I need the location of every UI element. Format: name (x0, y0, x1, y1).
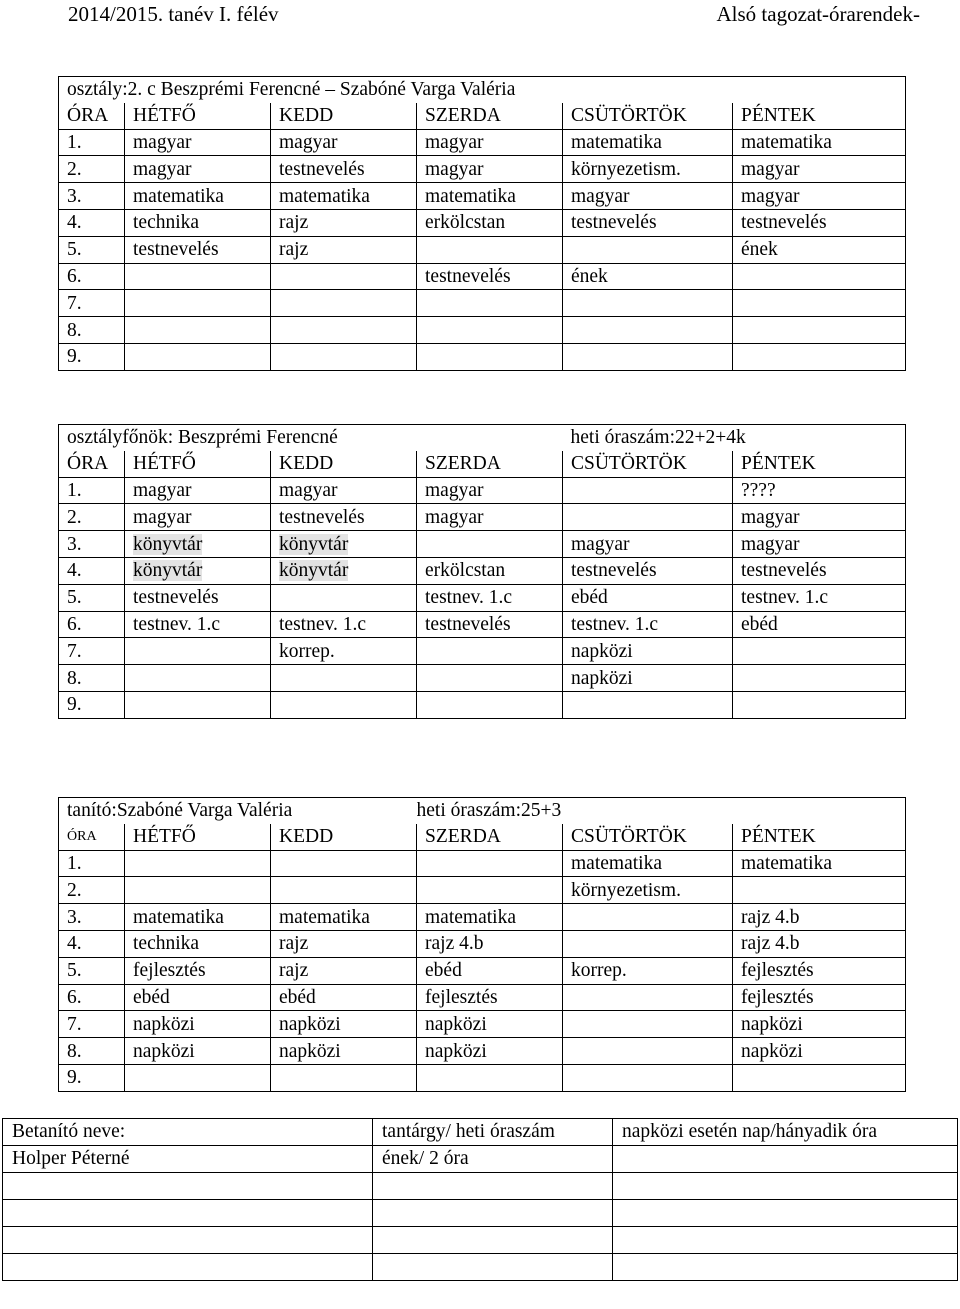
term-label: 2014/2015. tanév I. félév (68, 2, 279, 26)
table-row (59, 477, 906, 504)
lesson-cell (373, 1173, 613, 1200)
header-row (3, 1119, 958, 1146)
lesson-cell: ebéd (125, 984, 271, 1011)
lesson-cell (271, 584, 417, 611)
lesson-cell: matematika (271, 183, 417, 210)
lesson-cell: környezetism. (563, 877, 733, 904)
period-number: Holper Péterné (3, 1146, 373, 1173)
lesson-cell: matematika (417, 183, 563, 210)
lesson-cell: rajz 4.b (733, 930, 906, 957)
period-number: 3. (59, 183, 125, 210)
lesson-cell: magyar (563, 183, 733, 210)
table-row (59, 290, 906, 317)
table-row (59, 930, 906, 957)
lesson-cell (613, 1227, 958, 1254)
lesson-cell: rajz (271, 957, 417, 984)
lesson-cell: ének (733, 236, 906, 263)
lesson-cell: ebéd (563, 584, 733, 611)
lesson-cell: rajz 4.b (733, 904, 906, 931)
period-number: 1. (59, 129, 125, 156)
table-row (59, 665, 906, 692)
period-number: 1. (59, 850, 125, 877)
lesson-cell: rajz (271, 930, 417, 957)
table-row (59, 850, 906, 877)
lesson-cell (563, 290, 733, 317)
teacher-timetable (58, 797, 906, 1092)
lesson-cell: fejlesztés (125, 957, 271, 984)
lesson-cell: testnevelés (125, 584, 271, 611)
table-row (59, 1038, 906, 1065)
lesson-cell: magyar (733, 531, 906, 558)
lesson-cell: technika (125, 930, 271, 957)
lesson-cell: magyar (271, 129, 417, 156)
table-row (59, 183, 906, 210)
table-row (3, 1173, 958, 1200)
period-number: 8. (59, 317, 125, 344)
header-row (59, 103, 906, 129)
lesson-cell (125, 665, 271, 692)
lesson-cell: magyar (417, 156, 563, 183)
lesson-cell (417, 850, 563, 877)
table-row (59, 1064, 906, 1091)
period-number: 9. (59, 343, 125, 370)
table-row (59, 343, 906, 370)
table-row (59, 504, 906, 531)
table-row (59, 557, 906, 584)
lesson-cell: napközi (563, 665, 733, 692)
lesson-cell: korrep. (271, 638, 417, 665)
lesson-cell (271, 1064, 417, 1091)
lesson-cell (613, 1254, 958, 1281)
period-number: 1. (59, 477, 125, 504)
lesson-cell (417, 665, 563, 692)
lesson-cell: környezetism. (563, 156, 733, 183)
lesson-cell (563, 904, 733, 931)
lesson-cell: matematika (563, 850, 733, 877)
lesson-cell (417, 236, 563, 263)
lesson-cell: fejlesztés (733, 984, 906, 1011)
lesson-cell: technika (125, 209, 271, 236)
period-number: 9. (59, 691, 125, 718)
rows (59, 850, 906, 1091)
period-number: 3. (59, 904, 125, 931)
lesson-cell: testnev. 1.c (563, 611, 733, 638)
lesson-cell: napközi (125, 1038, 271, 1065)
lesson-cell: testnevelés (417, 263, 563, 290)
lesson-cell (613, 1173, 958, 1200)
class-timetable (58, 76, 906, 371)
col-header: HÉTFŐ (125, 451, 271, 477)
table-row (3, 1200, 958, 1227)
rows (59, 129, 906, 370)
table-row (59, 957, 906, 984)
homeroom-teacher-timetable (58, 424, 906, 719)
lesson-cell: testnevelés (271, 504, 417, 531)
lesson-cell: napközi (417, 1011, 563, 1038)
lesson-cell (563, 504, 733, 531)
rows (59, 477, 906, 718)
table-row (59, 129, 906, 156)
lesson-cell (125, 638, 271, 665)
highlighted-text: könyvtár (133, 533, 203, 555)
period-number: 4. (59, 930, 125, 957)
lesson-cell (271, 531, 417, 558)
period-number: 5. (59, 584, 125, 611)
lesson-cell: magyar (733, 183, 906, 210)
lesson-cell (125, 317, 271, 344)
lesson-cell: napközi (733, 1011, 906, 1038)
lesson-cell (733, 343, 906, 370)
lesson-cell: magyar (125, 504, 271, 531)
document-title: Alsó tagozat-órarendek- (716, 2, 920, 26)
lesson-cell: testnevelés (733, 209, 906, 236)
table-row (59, 611, 906, 638)
lesson-cell (733, 665, 906, 692)
table-row (59, 156, 906, 183)
lesson-cell (417, 691, 563, 718)
lesson-cell (613, 1146, 958, 1173)
table-row (59, 877, 906, 904)
lesson-cell: erkölcstan (417, 209, 563, 236)
lesson-cell (271, 290, 417, 317)
lesson-cell: testnev. 1.c (417, 584, 563, 611)
lesson-cell: testnev. 1.c (733, 584, 906, 611)
lesson-cell (417, 638, 563, 665)
lesson-cell (271, 263, 417, 290)
lesson-cell (733, 638, 906, 665)
lesson-cell: testnevelés (733, 557, 906, 584)
lesson-cell: magyar (125, 156, 271, 183)
lesson-cell: magyar (417, 129, 563, 156)
substitute-teacher-table (2, 1118, 958, 1281)
lesson-cell: erkölcstan (417, 557, 563, 584)
col-header: ÓRA (59, 824, 125, 850)
period-number: 2. (59, 877, 125, 904)
lesson-cell (271, 317, 417, 344)
lesson-cell (125, 531, 271, 558)
table-row (3, 1146, 958, 1173)
lesson-cell: matematika (271, 904, 417, 931)
weekly-hours: heti óraszám:25+3 (417, 798, 906, 824)
lesson-cell (125, 263, 271, 290)
lesson-cell (125, 343, 271, 370)
lesson-cell: matematika (125, 904, 271, 931)
lesson-cell: matematika (125, 183, 271, 210)
lesson-cell: napközi (271, 1011, 417, 1038)
period-number: 7. (59, 290, 125, 317)
lesson-cell: napközi (271, 1038, 417, 1065)
lesson-cell (563, 930, 733, 957)
table-row (3, 1227, 958, 1254)
period-number (3, 1173, 373, 1200)
lesson-cell (417, 290, 563, 317)
lesson-cell (373, 1254, 613, 1281)
lesson-cell (733, 290, 906, 317)
table-row (59, 984, 906, 1011)
lesson-cell (373, 1200, 613, 1227)
lesson-cell (417, 1064, 563, 1091)
lesson-cell: magyar (125, 129, 271, 156)
page-header (0, 0, 960, 36)
period-number: 9. (59, 1064, 125, 1091)
lesson-cell (271, 665, 417, 692)
lesson-cell (417, 317, 563, 344)
lesson-cell: matematika (733, 850, 906, 877)
lesson-cell (733, 263, 906, 290)
period-number (3, 1254, 373, 1281)
col-header: SZERDA (417, 451, 563, 477)
lesson-cell (563, 1064, 733, 1091)
lesson-cell (417, 531, 563, 558)
period-number: 5. (59, 957, 125, 984)
table-row (59, 691, 906, 718)
lesson-cell (733, 877, 906, 904)
period-number (3, 1227, 373, 1254)
period-number: 6. (59, 263, 125, 290)
lesson-cell (271, 877, 417, 904)
lesson-cell: testnevelés (563, 557, 733, 584)
lesson-cell: magyar (733, 156, 906, 183)
table-row (59, 904, 906, 931)
lesson-cell: napközi (563, 638, 733, 665)
table-row (59, 531, 906, 558)
lesson-cell: matematika (563, 129, 733, 156)
rows (3, 1146, 958, 1281)
period-number: 6. (59, 611, 125, 638)
lesson-cell (271, 850, 417, 877)
lesson-cell: ebéd (733, 611, 906, 638)
lesson-cell (563, 984, 733, 1011)
col-header: CSÜTÖRTÖK (563, 451, 733, 477)
lesson-cell: napközi (733, 1038, 906, 1065)
col-header: SZERDA (417, 103, 563, 129)
highlighted-text: könyvtár (279, 560, 349, 582)
lesson-cell: testnevelés (125, 236, 271, 263)
lesson-cell: rajz 4.b (417, 930, 563, 957)
period-number: 7. (59, 638, 125, 665)
lesson-cell: rajz (271, 236, 417, 263)
col-header: HÉTFŐ (125, 103, 271, 129)
lesson-cell (563, 343, 733, 370)
highlighted-text: könyvtár (279, 533, 349, 555)
col-header: KEDD (271, 451, 417, 477)
lesson-cell: ebéd (271, 984, 417, 1011)
col-header: CSÜTÖRTÖK (563, 103, 733, 129)
lesson-cell: fejlesztés (733, 957, 906, 984)
lesson-cell (125, 877, 271, 904)
col-header: Betanító neve: (3, 1119, 373, 1146)
highlighted-text: könyvtár (133, 560, 203, 582)
lesson-cell: ???? (733, 477, 906, 504)
table-row (59, 209, 906, 236)
period-number: 4. (59, 557, 125, 584)
table-row (59, 584, 906, 611)
lesson-cell (613, 1200, 958, 1227)
period-number: 8. (59, 665, 125, 692)
col-header: napközi esetén nap/hányadik óra (613, 1119, 958, 1146)
lesson-cell: fejlesztés (417, 984, 563, 1011)
lesson-cell (271, 557, 417, 584)
period-number: 3. (59, 531, 125, 558)
lesson-cell: testnev. 1.c (125, 611, 271, 638)
lesson-cell (125, 691, 271, 718)
lesson-cell (563, 1011, 733, 1038)
lesson-cell: magyar (563, 531, 733, 558)
table-row (59, 236, 906, 263)
period-number: 5. (59, 236, 125, 263)
col-header: SZERDA (417, 824, 563, 850)
lesson-cell (563, 1038, 733, 1065)
lesson-cell: matematika (417, 904, 563, 931)
period-number: 7. (59, 1011, 125, 1038)
period-number: 2. (59, 156, 125, 183)
lesson-cell (125, 557, 271, 584)
col-header: ÓRA (59, 103, 125, 129)
teacher-title: osztályfőnök: Beszprémi Ferencné (59, 425, 563, 451)
table-row (59, 638, 906, 665)
header-row (59, 451, 906, 477)
lesson-cell: testnevelés (563, 209, 733, 236)
lesson-cell: napközi (125, 1011, 271, 1038)
lesson-cell: magyar (417, 504, 563, 531)
lesson-cell (733, 1064, 906, 1091)
col-header: HÉTFŐ (125, 824, 271, 850)
lesson-cell: magyar (417, 477, 563, 504)
header-row (59, 824, 906, 850)
class-title: osztály:2. c Beszprémi Ferencné – Szabóné Varga Valéria (59, 77, 906, 103)
lesson-cell: magyar (271, 477, 417, 504)
weekly-hours: heti óraszám:22+2+4k (563, 425, 906, 451)
lesson-cell: testnevelés (417, 611, 563, 638)
lesson-cell (563, 317, 733, 344)
teacher-title: tanító:Szabóné Varga Valéria (59, 798, 417, 824)
period-number: 6. (59, 984, 125, 1011)
lesson-cell (563, 236, 733, 263)
lesson-cell: testnev. 1.c (271, 611, 417, 638)
lesson-cell (733, 691, 906, 718)
period-number: 4. (59, 209, 125, 236)
lesson-cell (733, 317, 906, 344)
col-header: PÉNTEK (733, 824, 906, 850)
table-row (59, 317, 906, 344)
lesson-cell (125, 1064, 271, 1091)
lesson-cell: ének (563, 263, 733, 290)
period-number: 8. (59, 1038, 125, 1065)
lesson-cell (373, 1227, 613, 1254)
col-header: KEDD (271, 103, 417, 129)
lesson-cell (271, 343, 417, 370)
col-header: KEDD (271, 824, 417, 850)
lesson-cell (125, 850, 271, 877)
col-header: PÉNTEK (733, 451, 906, 477)
lesson-cell (125, 290, 271, 317)
period-number (3, 1200, 373, 1227)
table-row (59, 263, 906, 290)
lesson-cell: napközi (417, 1038, 563, 1065)
col-header: PÉNTEK (733, 103, 906, 129)
lesson-cell: magyar (733, 504, 906, 531)
lesson-cell: testnevelés (271, 156, 417, 183)
table-row (59, 1011, 906, 1038)
col-header: tantárgy/ heti óraszám (373, 1119, 613, 1146)
lesson-cell: ebéd (417, 957, 563, 984)
lesson-cell (417, 877, 563, 904)
lesson-cell: korrep. (563, 957, 733, 984)
lesson-cell (417, 343, 563, 370)
col-header: ÓRA (59, 451, 125, 477)
period-number: 2. (59, 504, 125, 531)
lesson-cell: magyar (125, 477, 271, 504)
lesson-cell (563, 477, 733, 504)
lesson-cell: rajz (271, 209, 417, 236)
lesson-cell: ének/ 2 óra (373, 1146, 613, 1173)
lesson-cell: matematika (733, 129, 906, 156)
lesson-cell (271, 691, 417, 718)
table-row (3, 1254, 958, 1281)
lesson-cell (563, 691, 733, 718)
col-header: CSÜTÖRTÖK (563, 824, 733, 850)
